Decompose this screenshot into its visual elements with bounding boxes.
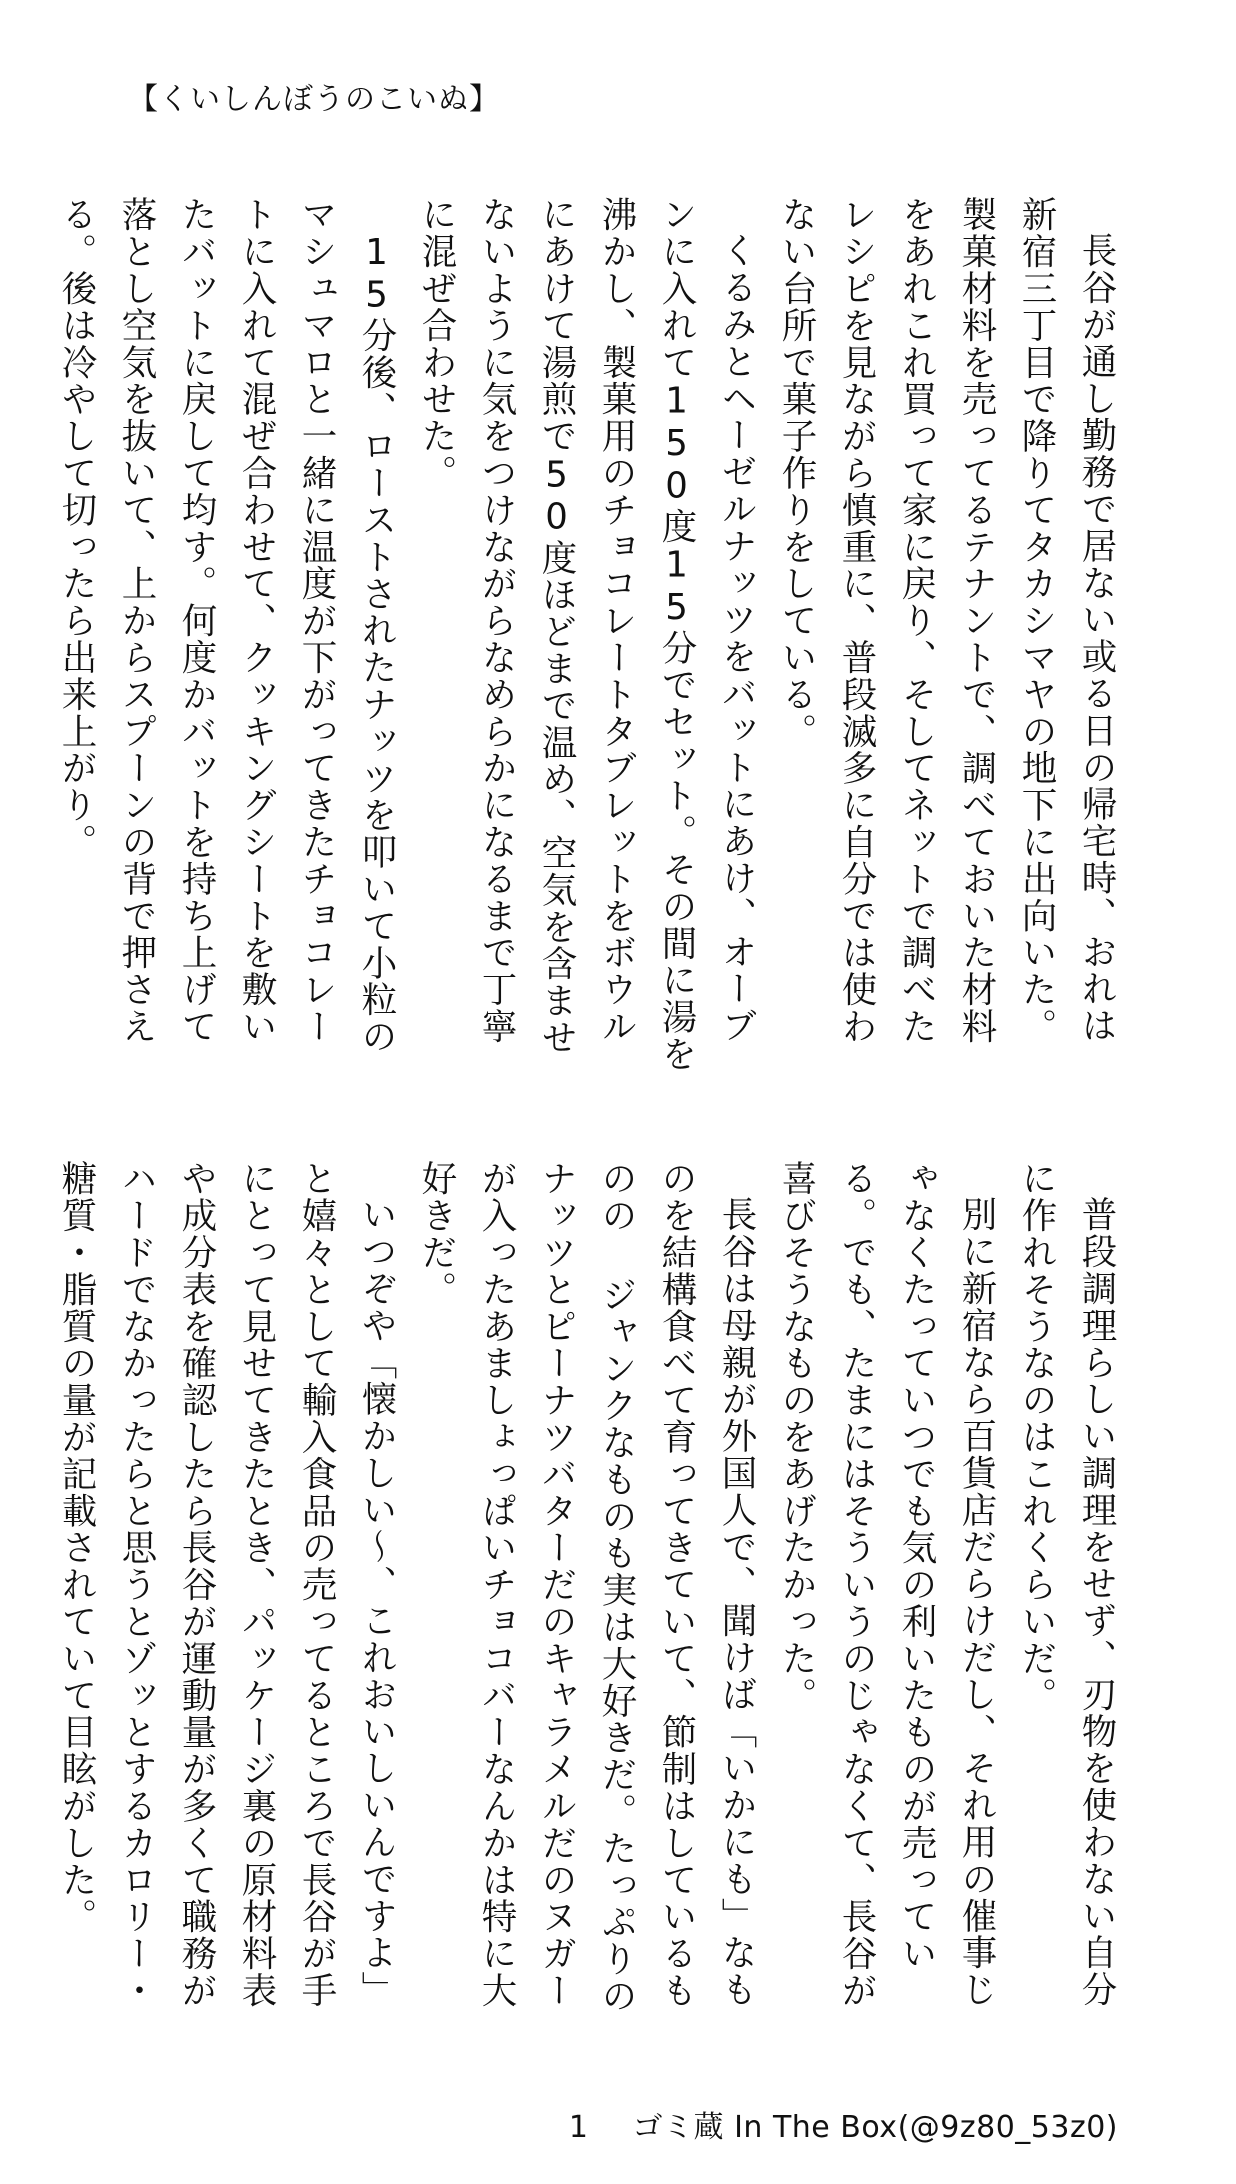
paragraph: 普段調理らしい調理をせず、刃物を使わない自分に作れそうなのはこれくらいだ。	[1016, 1160, 1117, 2008]
paragraph: 長谷は母親が外国人で、聞けば「いかにも」なものを結構食べて育ってきていて、節制はしているものの ジャンクなものも実は大好きだ。たっぷりのナッツとピーナツバターだのキャラメルだのヌガーが入ったあましょっぱいチョコバーなんかは特に大好きだ。	[416, 1160, 757, 2015]
page-title: 【くいしんぼうのこいぬ】	[128, 82, 500, 117]
paragraph: 長谷が通し勤務で居ない或る日の帰宅時、おれは新宿三丁目で降りてタカシマヤの地下に出向いた。製菓材料を売ってるテナントで、調べておいた材料をあれこれ買って家に戻り、そしてネットで調べたレシピを見ながら慎重に、普段滅多に自分では使わない台所で菓子作りをしている。	[776, 196, 1117, 1045]
paragraph: いつぞや「懐かしい〜、これおいしいんですよ」と嬉々として輸入食品の売ってるところで長谷が手にとって見せてきたとき、パッケージ裏の原材料表や成分表を確認したら長谷が運動量が多くて職務がハードでなかったらと思うとゾッとするカロリー・糖質・脂質の量が記載されていて目眩がした。	[56, 1160, 397, 2009]
paragraph: くるみとヘーゼルナッツをバットにあけ、オーブンに入れて150度15分でセット。その間に湯を沸かし、製菓用のチョコレートタブレットをボウルにあけて湯煎で50度ほどまで温め、空気を含ませないように気をつけながらなめらかになるまで丁寧に混ぜ合わせた。	[416, 196, 757, 1073]
page-number: 1	[568, 2110, 589, 2145]
page-footer	[569, 2102, 1118, 2146]
paragraph: 15分後、ローストされたナッツを叩いて小粒のマシュマロと一緒に温度が下がってきたチョコレートに入れて混ぜ合わせて、クッキングシートを敷いたバットに戻して均す。何度かバットを持ち上げて落とし空気を抜いて、上からスプーンの背で押さえる。後は冷やして切ったら出来上がり。	[56, 196, 397, 1055]
author-credit: ゴミ蔵 In The Box(@9z80_53z0)	[632, 2110, 1118, 2145]
paragraph: 別に新宿なら百貨店だらけだし、それ用の催事じゃなくたっていつでも気の利いたものが売っている。でも、たまにはそういうのじゃなくて、長谷が喜びそうなものをあげたかった。	[776, 1160, 997, 2009]
upper-text-block	[56, 196, 1126, 1076]
lower-text-block	[56, 1160, 1126, 2040]
